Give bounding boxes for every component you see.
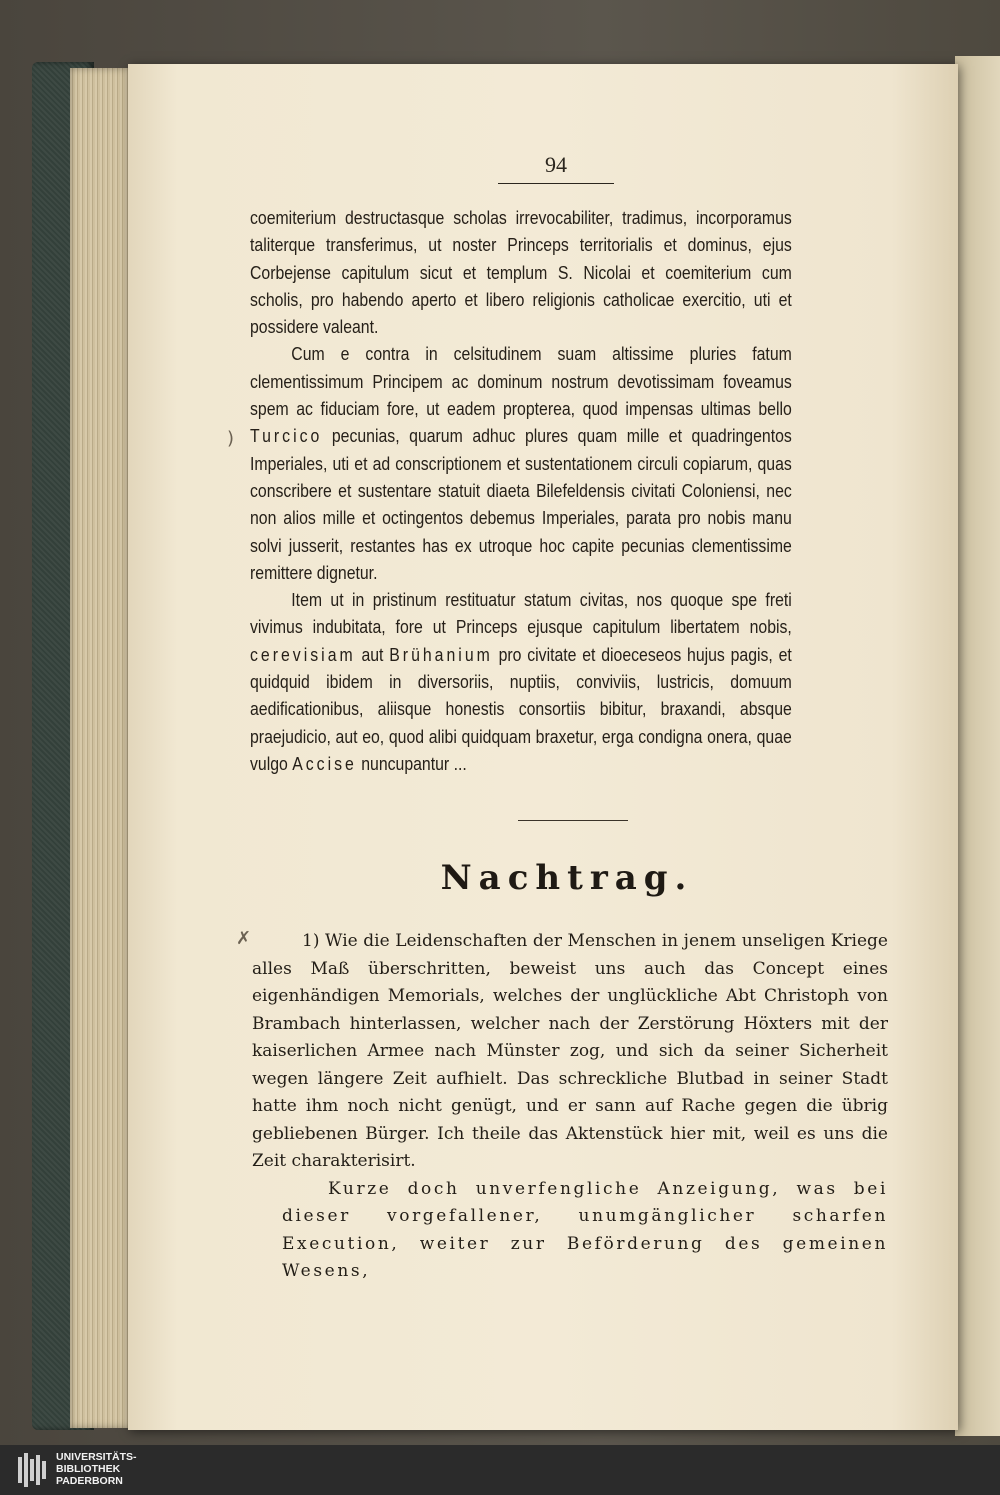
german-paragraph: 1) Wie die Leidenschaften der Menschen in jenem unseligen Kriege alles Maß überschritten, beweist uns auch das Concept eines eigenhändigen Memorials, welches der unglückliche Abt Christoph von Brambach hinterlassen, welcher nach der Zerstörung Höxters mit der kaiserlichen Armee nach Münster zog, und sich da seiner Sicherheit wegen längere Zeit aufhielt. Das schreckliche Blutbad in seiner Stadt hatte ihm noch nicht genügt, und er sann auf Rache gegen die übrig gebliebenen Bürger. Ich theile das Aktenstück hier mit, weil es uns die Zeit charakterisirt. [252,931,888,1171]
margin-cross-mark: ✗ [236,928,252,949]
latin-text-block [250,204,792,777]
header-rule [498,183,614,184]
page-number: 94 [545,152,567,177]
margin-pencil-mark: ) [227,428,235,449]
german-paragraph: Kurze doch unverfengliche Anzeigung, was bei dieser vorgefallener, unumgänglicher scharfen Execution, weiter zur Beförderung des gemeinen Wesens, [282,1178,888,1281]
logo-line: BIBLIOTHEK [56,1463,121,1475]
latin-paragraph [250,340,792,586]
emphasized-word: Accise [292,752,357,774]
library-footer [0,1445,1000,1495]
library-logo-icon [18,1453,50,1487]
latin-paragraph [250,586,792,777]
library-logo-text [56,1451,137,1487]
section-heading: Nachtrag. [440,858,694,898]
emphasized-word: Brühanium [389,643,493,665]
logo-line: UNIVERSITÄTS- [56,1451,137,1463]
text-run: pecunias, quarum adhuc plures quam mille et quadringentos Imperiales, uti et ad conscriptionem et sustentationem circuli copiarum, quas conscribere et sustentare statuit diaeta Bilefeldensis civitati Coloniensi, nec non alios mille et octingentos debemus Imperiales, parata pro nobis manu solvi jusserit, restantes has ex utroque hoc capite pecunias clementissime remittere dignetur. [250,425,792,583]
text-run: coemiterium destructasque scholas irrevocabiliter, tradimus, incorporamus taliterque transferimus, ut noster Princeps territorialis et dominus, ejus Corbejense capitulum sicut et templum S. Nicolai et coemiterium cum scholis, pro habendo aperto et libero religionis catholicae exercitio, uti et possidere valeant. [250,207,792,338]
text-run: pro civitate et dioeceseos hujus pagis, et quidquid ibidem in diversoriis, nuptiis, conviviis, lustricis, domuum aedificationibus, aliisque honestis consortiis bibitur, braxandi, absque praejudicio, aut eo, quod alibi quidquam braxetur, erga condigna onera, quae vulgo [250,643,792,774]
text-run: nuncupantur ... [356,752,467,774]
logo-line: PADERBORN [56,1475,123,1487]
german-text-block [252,928,888,1286]
page-header [498,152,614,184]
emphasized-word: Turcico [250,425,323,447]
facing-page-edge [955,56,1000,1436]
text-run: Cum e contra in celsitudinem suam altissime pluries fatum clementissimum Principem ac dominum nostrum devotissimam foveamus spem ac fiduciam fore, ut eadem propterea, quod impensas ultimas bello [250,343,792,420]
text-run: Item ut in pristinum restituatur statum civitas, nos quoque spe freti vivimus indubitata, fore ut Princeps ejusque capitulum libertatem nobis, [250,589,792,638]
latin-paragraph [250,204,792,340]
page-edges [70,68,134,1428]
emphasized-word: cerevisiam [250,643,356,665]
text-run: aut [355,643,390,665]
section-divider [518,820,628,821]
